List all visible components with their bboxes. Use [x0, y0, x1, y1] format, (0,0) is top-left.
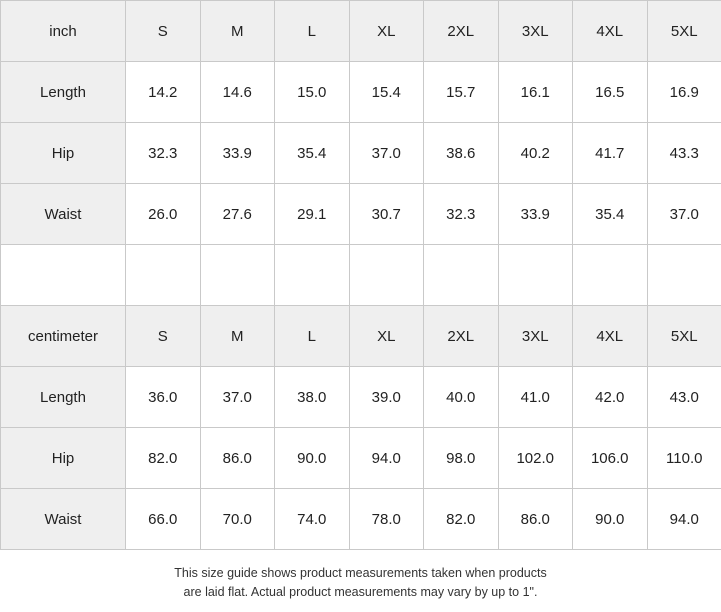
- cell-waist-2xl-inch: 32.3: [424, 184, 499, 245]
- cell-length-5xl-cm: 43.0: [647, 367, 721, 428]
- size-header-3xl-inch: 3XL: [498, 1, 573, 62]
- cell-length-l-inch: 15.0: [275, 62, 350, 123]
- size-header-4xl-cm: 4XL: [573, 306, 648, 367]
- size-guide-note-line2: are laid flat. Actual product measurements may vary by up to 1".: [20, 583, 701, 602]
- cell-hip-xl-cm: 94.0: [349, 428, 424, 489]
- cell-length-xl-cm: 39.0: [349, 367, 424, 428]
- cell-waist-s-cm: 66.0: [126, 489, 201, 550]
- cell-waist-l-inch: 29.1: [275, 184, 350, 245]
- size-header-s-inch: S: [126, 1, 201, 62]
- table-row: [1, 123, 721, 184]
- row-label-waist-inch: Waist: [1, 184, 126, 245]
- cell-hip-4xl-inch: 41.7: [573, 123, 648, 184]
- cell-length-5xl-inch: 16.9: [647, 62, 721, 123]
- cell-hip-s-cm: 82.0: [126, 428, 201, 489]
- cell-length-l-cm: 38.0: [275, 367, 350, 428]
- cell-waist-m-inch: 27.6: [200, 184, 275, 245]
- size-guide-note-line1: This size guide shows product measurements taken when products: [20, 564, 701, 583]
- cell-waist-5xl-cm: 94.0: [647, 489, 721, 550]
- size-header-l-inch: L: [275, 1, 350, 62]
- spacer-cell: [1, 245, 126, 306]
- cell-hip-m-inch: 33.9: [200, 123, 275, 184]
- row-label-length-inch: Length: [1, 62, 126, 123]
- spacer-cell: [200, 245, 275, 306]
- row-label-waist-cm: Waist: [1, 489, 126, 550]
- unit-label-centimeter: centimeter: [1, 306, 126, 367]
- unit-label-inch: inch: [1, 1, 126, 62]
- spacer-cell: [647, 245, 721, 306]
- size-header-3xl-cm: 3XL: [498, 306, 573, 367]
- table-row-inch-header: [1, 1, 721, 62]
- cell-hip-5xl-inch: 43.3: [647, 123, 721, 184]
- size-header-l-cm: L: [275, 306, 350, 367]
- cell-waist-m-cm: 70.0: [200, 489, 275, 550]
- cell-waist-5xl-inch: 37.0: [647, 184, 721, 245]
- cell-length-s-cm: 36.0: [126, 367, 201, 428]
- cell-waist-3xl-inch: 33.9: [498, 184, 573, 245]
- cell-hip-2xl-cm: 98.0: [424, 428, 499, 489]
- size-header-m-inch: M: [200, 1, 275, 62]
- cell-length-2xl-inch: 15.7: [424, 62, 499, 123]
- cell-length-s-inch: 14.2: [126, 62, 201, 123]
- cell-hip-4xl-cm: 106.0: [573, 428, 648, 489]
- cell-length-3xl-cm: 41.0: [498, 367, 573, 428]
- table-row: [1, 367, 721, 428]
- spacer-cell: [573, 245, 648, 306]
- row-label-hip-cm: Hip: [1, 428, 126, 489]
- cell-waist-4xl-cm: 90.0: [573, 489, 648, 550]
- size-header-2xl-inch: 2XL: [424, 1, 499, 62]
- cell-waist-xl-inch: 30.7: [349, 184, 424, 245]
- row-label-length-cm: Length: [1, 367, 126, 428]
- cell-waist-2xl-cm: 82.0: [424, 489, 499, 550]
- cell-length-2xl-cm: 40.0: [424, 367, 499, 428]
- cell-length-m-cm: 37.0: [200, 367, 275, 428]
- cell-hip-3xl-cm: 102.0: [498, 428, 573, 489]
- cell-waist-l-cm: 74.0: [275, 489, 350, 550]
- spacer-cell: [349, 245, 424, 306]
- cell-hip-m-cm: 86.0: [200, 428, 275, 489]
- size-header-m-cm: M: [200, 306, 275, 367]
- size-header-xl-inch: XL: [349, 1, 424, 62]
- cell-waist-s-inch: 26.0: [126, 184, 201, 245]
- size-guide-note: [0, 550, 721, 612]
- table-row: [1, 428, 721, 489]
- cell-waist-xl-cm: 78.0: [349, 489, 424, 550]
- spacer-cell: [424, 245, 499, 306]
- cell-hip-5xl-cm: 110.0: [647, 428, 721, 489]
- cell-length-4xl-cm: 42.0: [573, 367, 648, 428]
- size-header-5xl-inch: 5XL: [647, 1, 721, 62]
- cell-length-m-inch: 14.6: [200, 62, 275, 123]
- size-header-4xl-inch: 4XL: [573, 1, 648, 62]
- cell-hip-s-inch: 32.3: [126, 123, 201, 184]
- cell-hip-l-cm: 90.0: [275, 428, 350, 489]
- size-header-xl-cm: XL: [349, 306, 424, 367]
- spacer-cell: [498, 245, 573, 306]
- cell-waist-4xl-inch: 35.4: [573, 184, 648, 245]
- row-label-hip-inch: Hip: [1, 123, 126, 184]
- cell-length-xl-inch: 15.4: [349, 62, 424, 123]
- table-row: [1, 184, 721, 245]
- table-row: [1, 489, 721, 550]
- spacer-cell: [126, 245, 201, 306]
- table-spacer-row: [1, 245, 721, 306]
- size-header-2xl-cm: 2XL: [424, 306, 499, 367]
- cell-hip-2xl-inch: 38.6: [424, 123, 499, 184]
- cell-hip-xl-inch: 37.0: [349, 123, 424, 184]
- size-header-5xl-cm: 5XL: [647, 306, 721, 367]
- cell-waist-3xl-cm: 86.0: [498, 489, 573, 550]
- table-row-cm-header: [1, 306, 721, 367]
- size-header-s-cm: S: [126, 306, 201, 367]
- table-row: [1, 62, 721, 123]
- spacer-cell: [275, 245, 350, 306]
- cell-hip-3xl-inch: 40.2: [498, 123, 573, 184]
- cell-length-4xl-inch: 16.5: [573, 62, 648, 123]
- cell-hip-l-inch: 35.4: [275, 123, 350, 184]
- cell-length-3xl-inch: 16.1: [498, 62, 573, 123]
